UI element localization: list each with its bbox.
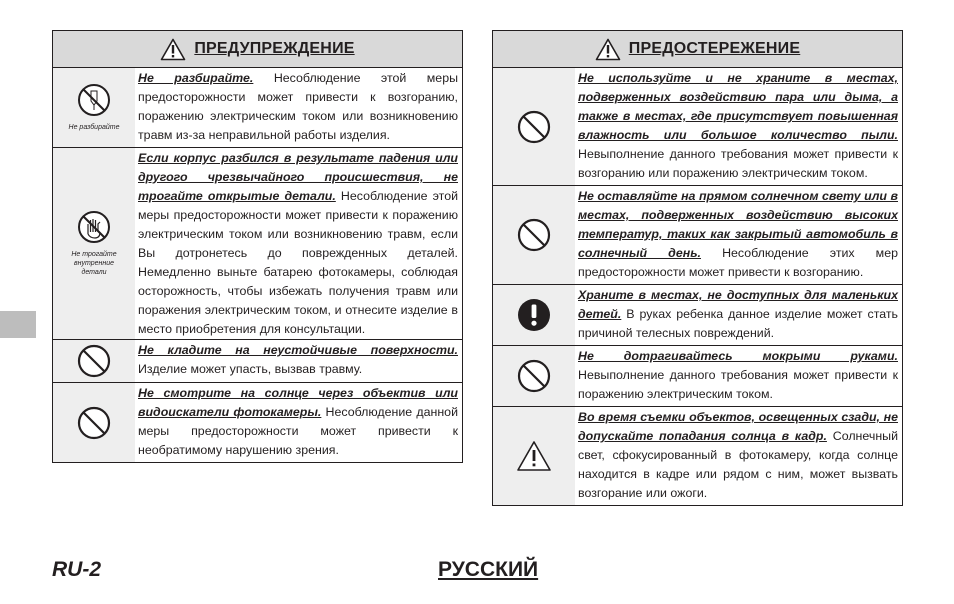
warning-text — [135, 383, 462, 462]
warning-lead: Не смотрите на солнце через объектив или видоискатели фотокамеры. — [138, 386, 458, 419]
caution-text — [575, 346, 902, 406]
icon-cell — [493, 346, 575, 406]
prohibited-icon — [77, 344, 111, 378]
icon-cell — [53, 148, 135, 339]
warning-lead: Если корпус разбился в результате падения или другого чрезвычайного происшествия, не трогайте открытые детали. — [138, 151, 458, 203]
warning-row — [53, 148, 462, 340]
caution-text — [575, 407, 902, 505]
caution-row — [493, 68, 902, 186]
caution-lead: Храните в местах, не доступных для маленьких детей. — [578, 288, 898, 321]
icon-cell — [493, 407, 575, 505]
warning-row — [53, 68, 462, 148]
warning-body: Несоблюдение данной меры предосторожности может привести к необратимому нарушению зрения. — [138, 405, 458, 457]
icon-caption: Не разбирайте — [68, 124, 120, 131]
warning-lead: Не кладите на неустойчивые поверхности. — [138, 343, 458, 357]
icon-cell — [493, 285, 575, 345]
warning-body: Несоблюдение этой меры предосторожности может привести к возгоранию, поражению электрическим током или возникновению травм из-за неправильной работы изделия. — [138, 71, 458, 142]
caution-body: В руках ребенка данное изделие может стать причиной телесных повреждений. — [578, 307, 898, 340]
warning-text — [135, 68, 462, 147]
caution-row — [493, 407, 902, 505]
caution-row — [493, 285, 902, 346]
warning-text — [135, 340, 462, 381]
caution-lead: Не дотрагивайтесь мокрыми руками. — [578, 349, 898, 363]
warning-row — [53, 383, 462, 462]
warning-header — [53, 31, 462, 68]
warning-row — [53, 340, 462, 383]
caution-title: ПРЕДОСТЕРЕЖЕНИЕ — [628, 40, 801, 57]
warning-panel — [52, 30, 463, 463]
page-number: RU-2 — [52, 558, 102, 581]
caution-triangle-icon — [516, 440, 552, 472]
prohibited-icon — [77, 406, 111, 440]
icon-cell — [53, 383, 135, 462]
warning-body: Несоблюдение этой меры предосторожности может привести к поражению электрическим током или возникновению травм, если Вы дотронетесь до поврежденных деталей. Немедленно выньте батарею фотокамеры, соблюдая осторожность, чтобы избежать получения травм или поражения электрическим током, и отнесите изделие в место приобретения для консультации. — [138, 189, 459, 336]
prohibited-icon — [517, 218, 551, 252]
caution-body: Солнечный свет, сфокусированный в фотокамеру, когда солнце находится в кадре или рядом с ним, может вызвать возгорание или ожоги. — [578, 429, 899, 500]
caution-panel — [492, 30, 903, 506]
icon-cell — [53, 340, 135, 382]
caution-lead: Не используйте и не храните в местах, подверженных воздействию пара или дыма, а также в местах, где присутствует повышенная влажность или большое количество пыли. — [578, 71, 898, 142]
warning-title: ПРЕДУПРЕЖДЕНИЕ — [194, 40, 355, 57]
mandatory-icon — [517, 298, 551, 332]
caution-body: Невыполнение данного требования может привести к поражению электрическим током. — [578, 368, 898, 401]
icon-cell — [493, 186, 575, 284]
warning-triangle-icon — [160, 38, 186, 61]
caution-body: Несоблюдение этих мер предосторожности может привести к возгоранию. — [578, 246, 898, 279]
warning-text — [135, 148, 462, 339]
language-label: РУССКИЙ — [438, 558, 539, 581]
caution-text — [575, 68, 902, 185]
caution-lead: Во время съемки объектов, освещенных сзади, не допускайте попадания солнца в кадр. — [578, 410, 898, 443]
caution-body: Невыполнение данного требования может привести к возгоранию или поражению электрическим током. — [578, 147, 898, 180]
icon-caption: Не трогайте внутренние детали — [71, 251, 117, 276]
prohibited-icon — [517, 110, 551, 144]
icon-cell — [53, 68, 135, 147]
icon-cell — [493, 68, 575, 185]
caution-header — [493, 31, 902, 68]
caution-lead: Не оставляйте на прямом солнечном свету или в местах, подверженных воздействию высоких температур, таких как закрытый автомобиль в солнечный день. — [578, 189, 898, 260]
do-not-touch-icon — [77, 210, 111, 244]
section-tab — [0, 311, 36, 338]
caution-text — [575, 285, 902, 345]
caution-row — [493, 186, 902, 285]
warning-body: Изделие может упасть, вызвав травму. — [138, 362, 363, 376]
warning-triangle-icon — [595, 38, 621, 61]
caution-text — [575, 186, 902, 284]
caution-row — [493, 346, 902, 407]
warning-lead: Не разбирайте. — [138, 71, 254, 85]
prohibited-icon — [517, 359, 551, 393]
no-disassemble-icon — [77, 83, 111, 117]
